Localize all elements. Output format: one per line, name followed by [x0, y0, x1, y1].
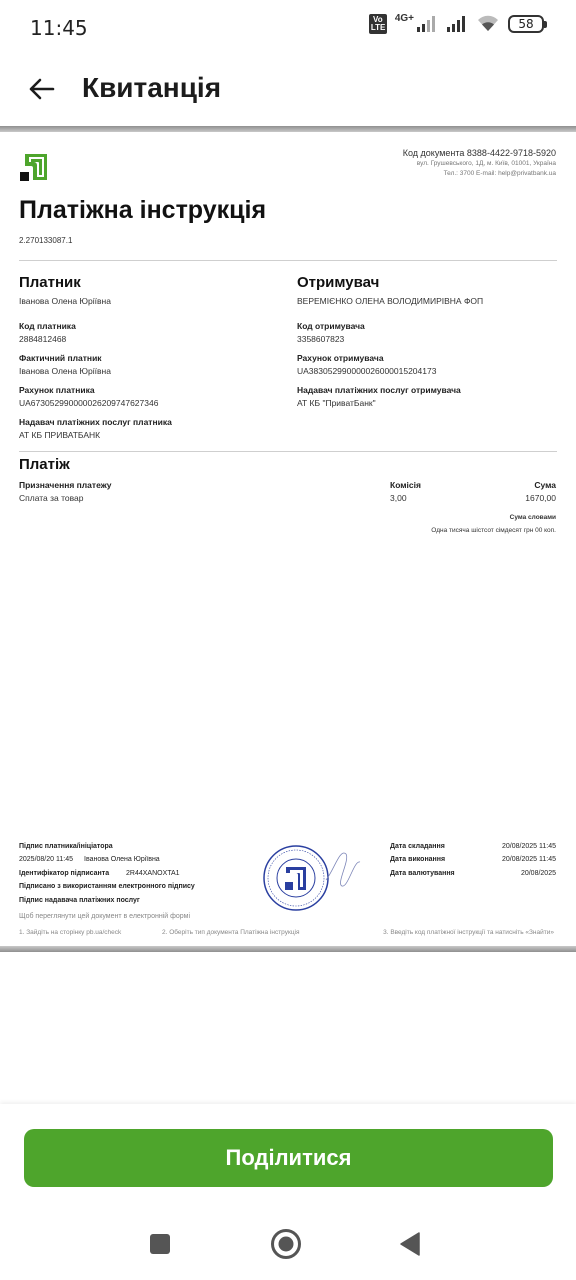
payer-account-label: Рахунок платника [19, 385, 95, 395]
payer-provider: АТ КБ ПРИВАТБАНК [19, 430, 101, 440]
signal-icon-2 [446, 15, 468, 33]
page-title: Квитанція [82, 72, 222, 103]
value-date-label: Дата валютування [390, 870, 455, 877]
value-date: 20/08/2025 [520, 870, 556, 877]
document-bottom-edge [0, 946, 576, 952]
circle-home-icon [270, 1228, 302, 1260]
amount-label: Сума [534, 480, 556, 490]
document-meta [403, 148, 556, 178]
square-icon [149, 1233, 171, 1255]
status-bar [0, 0, 576, 56]
created-date-label: Дата складання [390, 843, 445, 850]
document-id: 2.270133087.1 [19, 236, 73, 245]
recipient-heading: Отримувач [297, 274, 380, 291]
commission-label: Комісія [390, 480, 421, 490]
executed-date: 20/08/2025 11:45 [502, 856, 556, 863]
recipient-provider: АТ КБ "ПриватБанк" [297, 398, 376, 408]
created-date: 20/08/2025 11:45 [502, 843, 556, 850]
document-number: Код документа 8388-4422-9718-5920 [402, 148, 556, 158]
nav-home-button[interactable] [268, 1226, 304, 1262]
recipient-code-label: Код отримувача [297, 321, 365, 331]
arrow-left-icon [27, 77, 55, 101]
back-button[interactable] [22, 70, 60, 108]
signer-id: 2R44XANOXTA1 [126, 870, 180, 877]
divider [19, 260, 557, 261]
recipient-provider-label: Надавач платіжних послуг отримувача [297, 385, 461, 395]
recipient-code: 3358607823 [297, 334, 345, 344]
actual-payer: Іванова Олена Юріївна [19, 366, 111, 376]
bank-contacts: Тел.: 3700 E-mail: help@privatbank.ua [443, 170, 556, 177]
document-title: Платіжна інструкція [19, 196, 267, 224]
status-icons [369, 14, 544, 34]
payment-heading: Платіж [19, 456, 70, 473]
payer-account: UA673052990000026209747627346 [19, 398, 159, 408]
signer-label: Підпис платника/ініціатора [19, 843, 113, 850]
divider [19, 451, 557, 452]
battery-icon: 58 [508, 15, 544, 33]
check-step-2: 2. Оберіть тип документа Платіжна інструкція [162, 929, 300, 936]
check-step-1: 1. Зайдіть на сторінку pb.ua/check [19, 929, 122, 936]
purpose-label: Призначення платежу [19, 480, 112, 490]
nav-recents-button[interactable] [142, 1226, 178, 1262]
purpose-value: Сплата за товар [19, 493, 84, 503]
nav-back-button[interactable] [392, 1226, 428, 1262]
recipient-name: ВЕРЕМІЄНКО ОЛЕНА ВОЛОДИМИРІВНА ФОП [297, 296, 484, 306]
provider-signature-label: Підпис надавача платіжних послуг [19, 897, 140, 904]
check-step-3: 3. Введіть код платіжної інструкції та натисніть «Знайти» [383, 929, 554, 936]
amount-value: 1670,00 [525, 493, 556, 503]
view-hint: Щоб переглянути цей документ в електронній формі [19, 913, 191, 920]
network-type: 4G+ [394, 12, 414, 24]
signer-id-label: Ідентифікатор підписанта [19, 870, 110, 877]
amount-words-label: Сума словами [509, 514, 556, 521]
wifi-icon [476, 15, 500, 33]
status-time: 11:45 [30, 16, 88, 40]
app-header [0, 58, 576, 124]
payer-name: Іванова Олена Юріївна [19, 296, 111, 306]
commission-value: 3,00 [390, 493, 407, 503]
payer-heading: Платник [19, 274, 81, 291]
payer-code: 2884812468 [19, 334, 67, 344]
recipient-account-label: Рахунок отримувача [297, 353, 384, 363]
share-button[interactable]: Поділитися [24, 1129, 553, 1187]
actual-payer-label: Фактичний платник [19, 353, 102, 363]
electronic-signature-note: Підписано з використанням електронного підпису [19, 883, 195, 890]
triangle-back-icon [398, 1231, 422, 1257]
signed-at: 2025/08/20 11:45 [19, 856, 73, 863]
payer-provider-label: Надавач платіжних послуг платника [19, 417, 172, 427]
payer-code-label: Код платника [19, 321, 76, 331]
privatbank-logo-icon [19, 152, 49, 182]
signal-icon [416, 15, 438, 33]
volte-icon: Vo LTE [370, 15, 386, 32]
executed-date-label: Дата виконання [390, 856, 446, 863]
recipient-account: UA383052990000026000015204173 [297, 366, 437, 376]
receipt-document [0, 132, 576, 946]
bank-stamp-icon [262, 844, 330, 912]
signature-scribble-icon [322, 840, 364, 900]
amount-words: Одна тисяча шістсот сімдесят грн 00 коп. [431, 527, 556, 534]
bank-address: вул. Грушевського, 1Д, м. Київ, 01001, Україна [416, 160, 556, 167]
signer-name: Іванова Олена Юріївна [84, 856, 160, 863]
